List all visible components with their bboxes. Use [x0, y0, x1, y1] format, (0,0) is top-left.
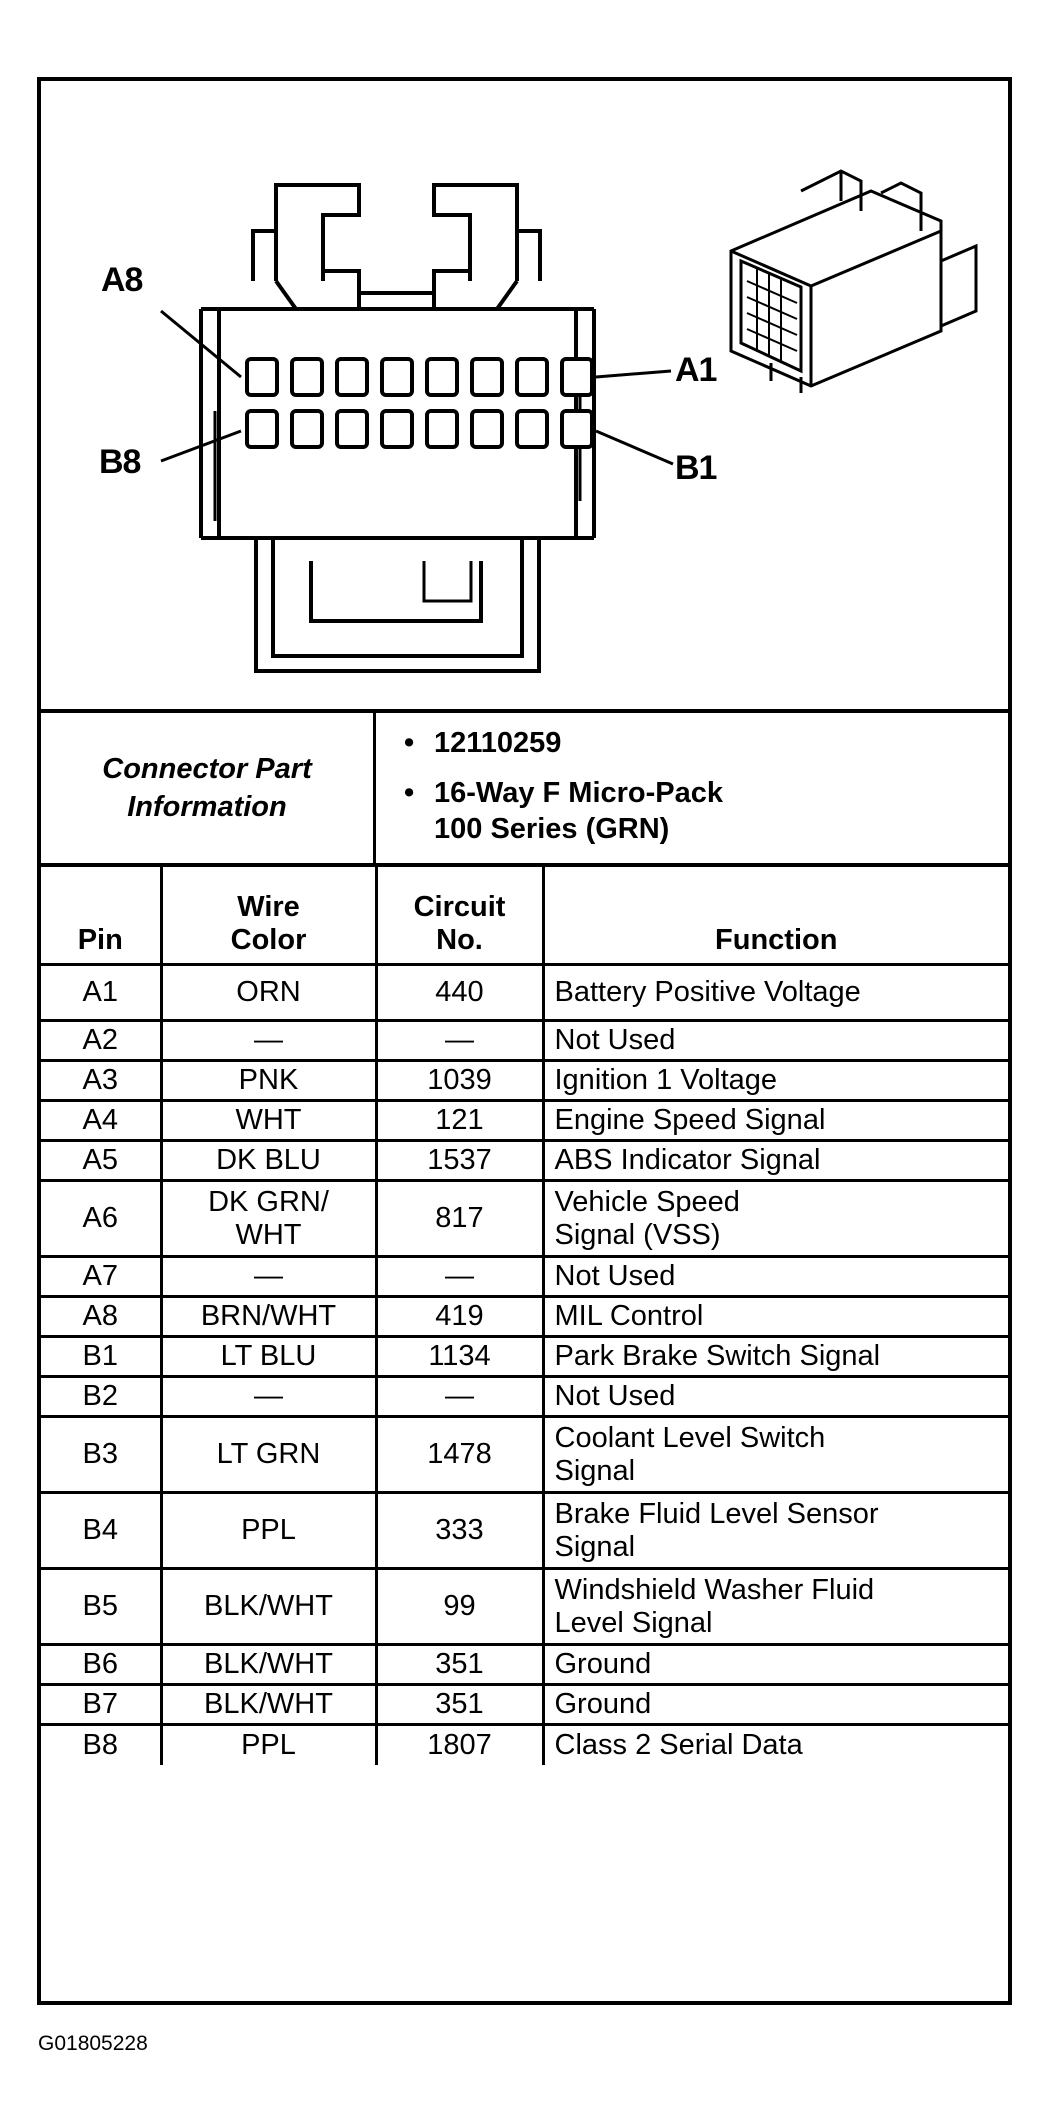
pin-label-a1: A1	[675, 351, 717, 389]
table-row	[41, 1181, 1008, 1257]
circuit-no-cell: 351	[376, 1685, 543, 1725]
circuit-no-cell: 419	[376, 1297, 543, 1337]
circuit-no-cell: 817	[376, 1181, 543, 1257]
wire-color-cell: DK BLU	[161, 1141, 376, 1181]
part-number: 12110259	[434, 727, 562, 759]
function-cell: Not Used	[543, 1257, 1008, 1297]
header-circuit-no: Circuit No.	[376, 865, 543, 965]
circuit-no-cell: 1478	[376, 1417, 543, 1493]
wire-color-cell: BLK/WHT	[161, 1645, 376, 1685]
pin-cell: B4	[41, 1493, 161, 1569]
function-cell: Windshield Washer Fluid Level Signal	[543, 1569, 1008, 1645]
wire-color-cell: —	[161, 1021, 376, 1061]
header-wire-color: Wire Color	[161, 865, 376, 965]
function-cell: MIL Control	[543, 1297, 1008, 1337]
pin-cell: B3	[41, 1417, 161, 1493]
pin-cell: A7	[41, 1257, 161, 1297]
connector-part-list	[376, 713, 1006, 863]
pin-cell: B5	[41, 1569, 161, 1645]
wire-color-cell: —	[161, 1257, 376, 1297]
wire-color-cell: ORN	[161, 965, 376, 1021]
connector-part-label: Connector Part Information	[41, 713, 376, 863]
pin-cell: B7	[41, 1685, 161, 1725]
function-cell: ABS Indicator Signal	[543, 1141, 1008, 1181]
pin-cell: A3	[41, 1061, 161, 1101]
pin-cell: A2	[41, 1021, 161, 1061]
pin-cell: A1	[41, 965, 161, 1021]
circuit-no-cell: 440	[376, 965, 543, 1021]
pin-label-a8: A8	[101, 261, 143, 299]
function-cell: Vehicle Speed Signal (VSS)	[543, 1181, 1008, 1257]
table-row	[41, 1297, 1008, 1337]
figure-id: G01805228	[38, 2032, 148, 2055]
connector-type: 16-Way F Micro-Pack 100 Series (GRN)	[434, 777, 724, 845]
table-row	[41, 1021, 1008, 1061]
wire-color-cell: PNK	[161, 1061, 376, 1101]
circuit-no-cell: 333	[376, 1493, 543, 1569]
function-cell: Not Used	[543, 1021, 1008, 1061]
circuit-no-cell: 99	[376, 1569, 543, 1645]
connector-face-drawing	[41, 81, 1008, 709]
wire-color-cell: LT BLU	[161, 1337, 376, 1377]
header-function: Function	[543, 865, 1008, 965]
table-row	[41, 1061, 1008, 1101]
table-row	[41, 1493, 1008, 1569]
table-row	[41, 965, 1008, 1021]
table-row	[41, 1645, 1008, 1685]
table-row	[41, 1337, 1008, 1377]
circuit-no-cell: 1807	[376, 1725, 543, 1765]
wire-color-cell: PPL	[161, 1725, 376, 1765]
circuit-no-cell: 1039	[376, 1061, 543, 1101]
function-cell: Ground	[543, 1685, 1008, 1725]
circuit-no-cell: —	[376, 1257, 543, 1297]
pin-table	[41, 863, 1008, 1765]
table-row	[41, 1417, 1008, 1493]
wire-color-cell: BRN/WHT	[161, 1297, 376, 1337]
wire-color-cell: BLK/WHT	[161, 1685, 376, 1725]
function-cell: Engine Speed Signal	[543, 1101, 1008, 1141]
connector-part-information	[41, 709, 1008, 863]
pin-cell: A5	[41, 1141, 161, 1181]
table-row	[41, 1569, 1008, 1645]
header-pin: Pin	[41, 865, 161, 965]
pin-cell: B1	[41, 1337, 161, 1377]
pin-cell: B8	[41, 1725, 161, 1765]
connector-illustration	[41, 81, 1008, 709]
function-cell: Ground	[543, 1645, 1008, 1685]
pin-table-header	[41, 865, 1008, 965]
connector-sheet	[37, 77, 1012, 2005]
table-row	[41, 1101, 1008, 1141]
wire-color-cell: PPL	[161, 1493, 376, 1569]
connector-isometric-icon	[731, 171, 976, 393]
function-cell: Ignition 1 Voltage	[543, 1061, 1008, 1101]
pin-cell: B2	[41, 1377, 161, 1417]
table-row	[41, 1685, 1008, 1725]
wire-color-cell: LT GRN	[161, 1417, 376, 1493]
circuit-no-cell: 1537	[376, 1141, 543, 1181]
function-cell: Brake Fluid Level Sensor Signal	[543, 1493, 1008, 1569]
wire-color-cell: WHT	[161, 1101, 376, 1141]
circuit-no-cell: 351	[376, 1645, 543, 1685]
function-cell: Class 2 Serial Data	[543, 1725, 1008, 1765]
pin-label-b1: B1	[675, 449, 717, 487]
pin-label-b8: B8	[99, 443, 141, 481]
function-cell: Not Used	[543, 1377, 1008, 1417]
circuit-no-cell: 1134	[376, 1337, 543, 1377]
table-row	[41, 1725, 1008, 1765]
function-cell: Coolant Level Switch Signal	[543, 1417, 1008, 1493]
bullet-icon: •	[404, 777, 415, 809]
function-cell: Battery Positive Voltage	[543, 965, 1008, 1021]
circuit-no-cell: —	[376, 1021, 543, 1061]
wire-color-cell: —	[161, 1377, 376, 1417]
table-row	[41, 1377, 1008, 1417]
wire-color-cell: DK GRN/ WHT	[161, 1181, 376, 1257]
circuit-no-cell: 121	[376, 1101, 543, 1141]
table-row	[41, 1141, 1008, 1181]
pin-cell: B6	[41, 1645, 161, 1685]
pin-cell: A4	[41, 1101, 161, 1141]
circuit-no-cell: —	[376, 1377, 543, 1417]
function-cell: Park Brake Switch Signal	[543, 1337, 1008, 1377]
table-row	[41, 1257, 1008, 1297]
pin-cell: A8	[41, 1297, 161, 1337]
bullet-icon: •	[404, 727, 415, 759]
wire-color-cell: BLK/WHT	[161, 1569, 376, 1645]
pin-cell: A6	[41, 1181, 161, 1257]
